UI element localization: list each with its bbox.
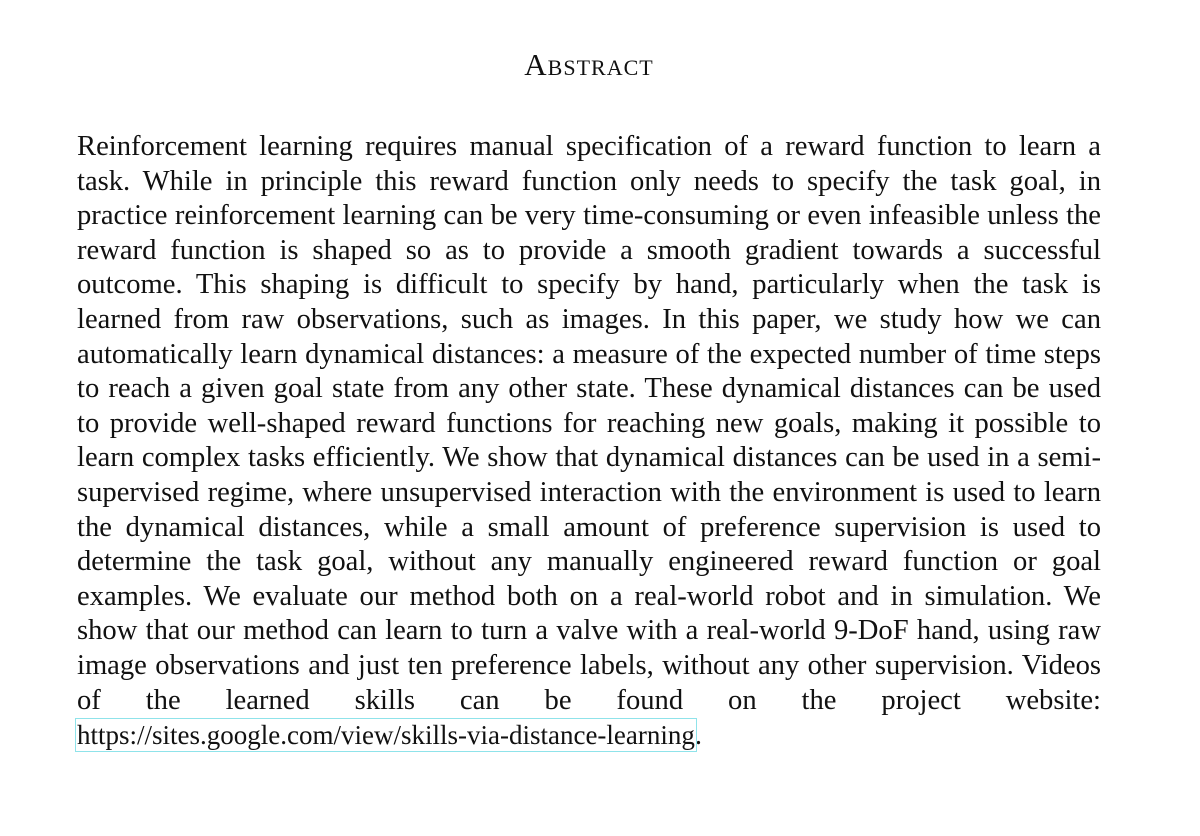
abstract-trailing-period: .: [694, 720, 703, 752]
abstract-section: [77, 40, 1101, 754]
abstract-heading: Abstract: [524, 47, 654, 82]
abstract-text: Reinforcement learning requires manual specification of a reward function to learn a task. While in principle this reward function only needs to specify the task goal, in practice reinforcement learning can be very time-consuming or even infeasible unless the reward function is shaped so as to provide a smooth gradient towards a successful outcome. This shaping is difficult to specify by hand, particularly when the task is learned from raw observations, such as images. In this paper, we study how we can automatically learn dynamical distances: a measure of the expected number of time steps to reach a given goal state from any other state. These dynamical distances can be used to provide well-shaped reward functions for reaching new goals, making it possible to learn complex tasks efficiently. We show that dynamical distances can be used in a semi-supervised regime, where unsupervised interaction with the environment is used to learn the dynamical distances, while a small amount of preference supervision is used to determine the task goal, without any manually engineered reward function or goal examples. We evaluate our method both on a real-world robot and in simulation. We show that our method can learn to turn a valve with a real-world 9-DoF hand, using raw image observations and just ten preference labels, without any other supervision. Videos of the learned skills can be found on the project website:: [77, 131, 1101, 716]
project-website-link[interactable]: https://sites.google.com/view/skills-via-distance-learning: [77, 720, 695, 751]
abstract-body: [77, 130, 1101, 754]
